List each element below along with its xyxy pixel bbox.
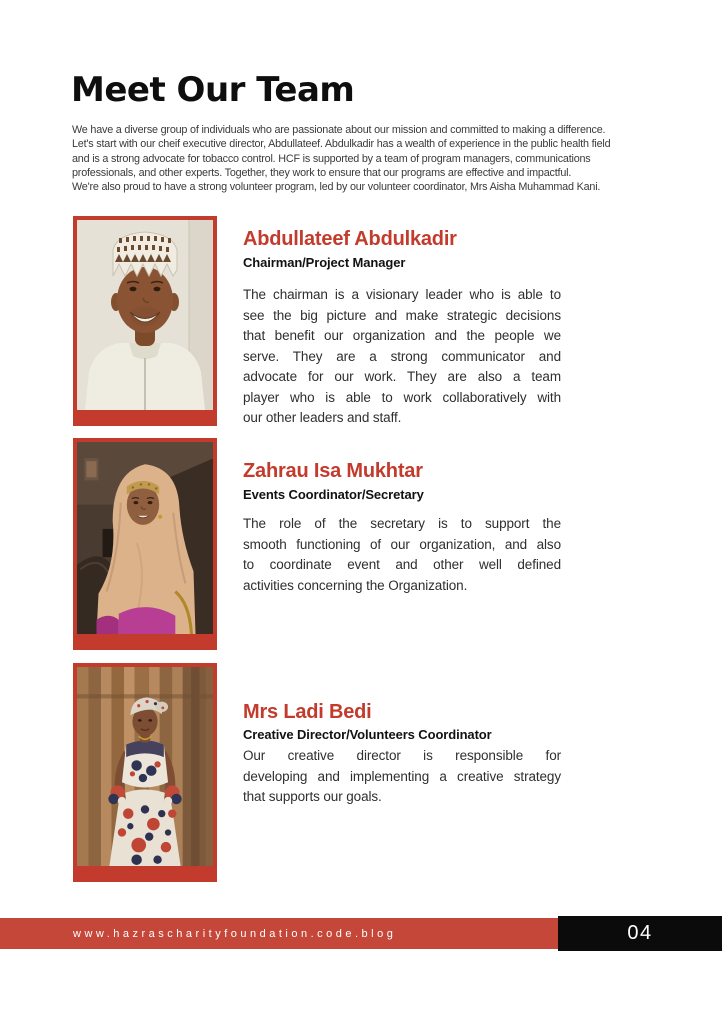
member-description [243,746,561,808]
member-role: Chairman/Project Manager [243,255,406,270]
description-line: activities concerning the Organization. [243,577,468,593]
intro-line: We have a diverse group of individuals who are passionate about our mission and committed to making a difference. [72,124,606,136]
intro-line: We're also proud to have a strong volunteer program, led by our volunteer coordinator, Mrs Aisha Muhammad Kani. [72,181,601,194]
photo-woman-in-hijab [77,442,213,634]
page-number-badge [558,916,722,951]
intro-line: Let's start with our cheif executive director, Abdullateef. Abdulkadir has a wealth of experience in the public health field [72,138,611,151]
member-name: Mrs Ladi Bedi [243,701,372,723]
photo-red-band [77,410,213,422]
member-role: Creative Director/Volunteers Coordinator [243,727,492,742]
member-description [243,514,561,596]
description-line: Our creative director is responsible for [243,748,561,763]
description-line: our other leaders and staff. [243,410,402,425]
footer-bar [0,918,558,949]
photo-illustration-man [77,220,213,410]
description-line: The chairman is a visionary leader who is able to [243,287,561,302]
description-line: that benefit our organization and the people we [243,328,561,343]
photo-frame-abdullateef [73,216,217,426]
description-line: player who is able to work collaboratively with [243,389,561,405]
member-name: Zahrau Isa Mukhtar [243,460,423,482]
description-line: advocate for our work. They are also a team [243,369,561,384]
photo-illustration-hijab [77,442,213,634]
photo-frame-ladi [73,663,217,882]
description-line: developing and implementing a creative strategy [243,768,561,784]
intro-line: professionals, and other experts. Together, they work to ensure that our programs are effective and impactful. [72,166,572,179]
photo-frame-zahrau [73,438,217,650]
intro-line: and is a strong advocate for tobacco control. HCF is supported by a team of program managers, communications [72,152,591,165]
description-line: serve. They are a strong communicator and [243,348,561,364]
photo-man-in-cap [77,220,213,410]
photo-red-band [77,634,213,646]
page-number: 04 [627,922,653,944]
page-title: Meet Our Team [71,70,355,110]
footer-url[interactable]: www.hazrascharityfoundation.code.blog [73,927,397,940]
intro-paragraph [72,123,652,194]
member-description [243,285,561,429]
photo-illustration-floral [77,667,213,866]
description-line: that supports our goals. [243,789,382,804]
photo-woman-in-floral-dress [77,667,213,866]
member-role: Events Coordinator/Secretary [243,487,424,502]
description-line: smooth functioning of our organization, and also [243,536,561,552]
description-line: to coordinate event and other well defined [243,557,561,572]
photo-red-band [77,866,213,878]
description-line: see the big picture and make strategic decisions [243,307,561,323]
description-line: The role of the secretary is to support the [243,516,561,531]
member-name: Abdullateef Abdulkadir [243,228,457,250]
